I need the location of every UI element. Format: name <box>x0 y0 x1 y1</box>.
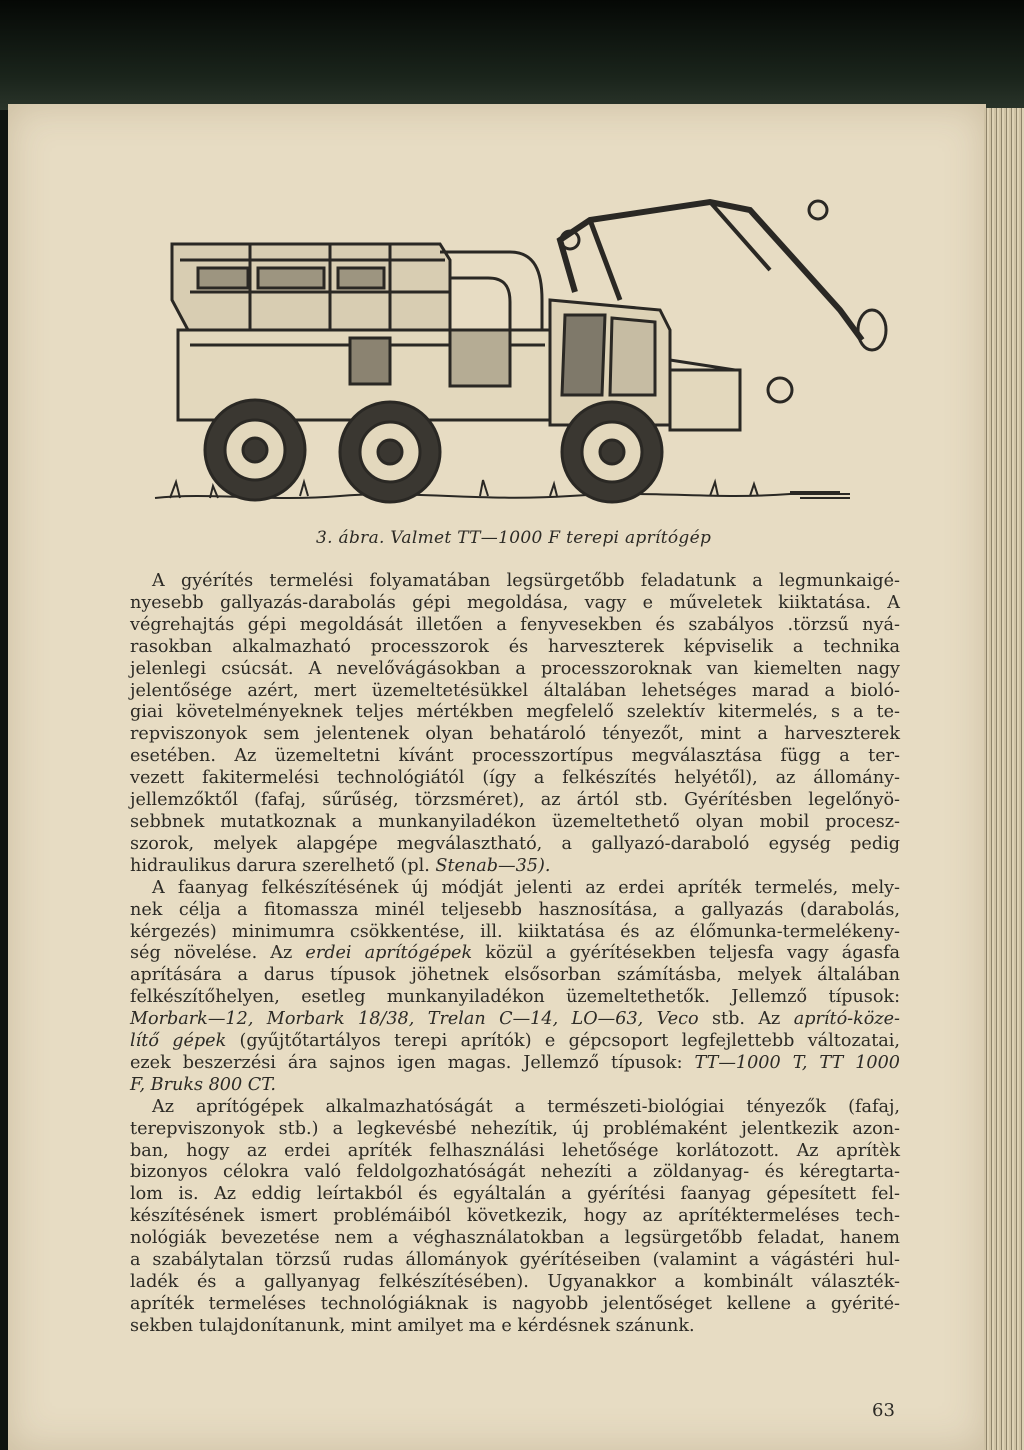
text-run: közül a gyérítésekben teljesfa vagy ágasfa <box>472 943 900 964</box>
text-line <box>130 571 900 593</box>
text-run: apríték termeléses technológiáknak is nagyobb jelentőséget kellene a gyérité- <box>130 1293 900 1314</box>
text-run: kérgezés) minimumra csökkentése, ill. kiiktatása és az élőmunka-termelékeny- <box>130 921 900 942</box>
text-run: repviszonyok sem jelentenek olyan behatároló tényezőt, mint a harveszterek <box>130 724 900 745</box>
text-run: nológiák bevezetése nem a véghasználatokban a legsürgetőbb feladat, hanem <box>130 1228 900 1249</box>
italic-text: erdei aprítógépek <box>305 943 473 964</box>
text-run: hidraulikus darura szerelhető (pl. <box>130 855 436 876</box>
italic-text: Morbark—12, Morbark 18/38, Trelan C—14, LO—63, Veco <box>130 1009 699 1030</box>
text-line <box>130 1031 900 1053</box>
wheel-front <box>562 402 662 502</box>
text-run: jellemzőktől (fafaj, sűrűség, törzsméret), az ártól stb. Gyérítésben legelőnyö- <box>130 790 900 811</box>
text-line <box>130 1272 900 1294</box>
text-line <box>130 724 900 746</box>
text-line <box>130 1294 900 1316</box>
text-run: nek célja a fitomassza minél teljesebb hasznosítása, a gallyazás (darabolás, <box>130 899 900 920</box>
text-line <box>130 702 900 724</box>
article-body <box>130 571 900 1338</box>
text-line <box>130 1053 900 1075</box>
text-run: bizonyos célokra való feldolgozhatóságát nehezíti a zöldanyag- és kéregtarta- <box>130 1162 900 1183</box>
text-line <box>130 943 900 965</box>
text-line <box>130 812 900 834</box>
text-line <box>130 593 900 615</box>
text-run: sekben tulajdonítanunk, mint amilyet ma e kérdésnek szánunk. <box>130 1315 695 1336</box>
text-run: ban, hogy az erdei apríték felhasználási lehetősége korlátozott. Az aprítèk <box>130 1140 900 1161</box>
text-line <box>130 922 900 944</box>
text-line <box>130 1184 900 1206</box>
text-line <box>130 1228 900 1250</box>
italic-text: F, Bruks 800 CT. <box>130 1074 276 1095</box>
wheel-rear-1 <box>205 400 305 500</box>
text-run: aprítására a darus típusok jöhetnek elsősorban számításba, melyek általában <box>130 965 900 986</box>
text-run: ség növelése. Az <box>130 943 306 964</box>
text-line <box>130 1250 900 1272</box>
text-run: stb. Az <box>698 1009 794 1030</box>
text-line <box>130 878 900 900</box>
text-line <box>130 1075 900 1097</box>
text-line <box>130 987 900 1009</box>
text-run: A gyérítés termelési folyamatában legsürgetőbb feladatunk a legmunkaigé- <box>152 571 900 591</box>
forest-chipper-vehicle-illustration <box>150 180 910 520</box>
text-run: ezek beszerzési ára sajnos igen magas. Jellemző típusok: <box>130 1052 695 1073</box>
text-line <box>130 1206 900 1228</box>
text-line <box>130 659 900 681</box>
text-line <box>130 1119 900 1141</box>
text-run: készítésének ismert problémáiból következik, hogy az aprítéktermeléses tech- <box>130 1206 900 1227</box>
text-run: ladék és a gallyanyag felkészítésében). Ugyanakkor a kombinált választék- <box>130 1272 900 1292</box>
text-run: Az aprítógépek alkalmazhatóságát a természeti-biológiai tényezők (fafaj, <box>152 1096 900 1117</box>
text-run: jelentősége azért, mert üzemeltetésükkel általában lehetséges marad a bioló- <box>130 680 900 701</box>
text-line <box>130 1009 900 1031</box>
wheel-rear-2 <box>340 402 440 502</box>
italic-text: aprító-köze- <box>793 1009 900 1030</box>
text-run: giai követelményeknek teljes mértékben megfelelő szelektív kitermelés, s a te- <box>130 702 900 723</box>
text-run: esetében. Az üzemeltetni kívánt processzortípus megválasztása függ a ter- <box>130 746 900 767</box>
text-line <box>130 900 900 922</box>
italic-text: TT—1000 T, TT 1000 <box>694 1052 900 1073</box>
text-line <box>130 1097 900 1119</box>
figure-caption: 3. ábra. Valmet TT—1000 F terepi aprítógép <box>316 528 712 548</box>
text-run: (gyűjtőtartályos terepi aprítók) e gépcsoport legfejlettebb változatai, <box>226 1031 900 1052</box>
text-run: vezett fakitermelési technológiától (így a felkészítés helyétől), az állomány- <box>130 768 900 789</box>
text-line <box>130 1316 900 1338</box>
text-run: nyesebb gallyazás-darabolás gépi megoldása, vagy e műveletek kiiktatása. A <box>130 592 900 613</box>
text-run: lom is. Az eddig leírtakból és egyáltalán a gyérítési faanyag gépesített fel- <box>130 1184 900 1205</box>
text-line <box>130 768 900 790</box>
italic-text: lítő gépek <box>130 1031 227 1052</box>
text-line <box>130 615 900 637</box>
text-line <box>130 637 900 659</box>
scan-background-shadow <box>0 0 1024 110</box>
text-line <box>130 790 900 812</box>
page-number: 63 <box>872 1400 895 1421</box>
text-run: terepviszonyok stb.) a legkevésbé nehezítik, új problémaként jelentkezik azon- <box>130 1118 900 1139</box>
text-run: a szabálytalan törzsű rudas állományok gyérítéseiben (valamint a vágástéri hul- <box>130 1250 900 1271</box>
text-run: A faanyag felkészítésének új módját jelenti az erdei apríték termelés, mely- <box>152 877 900 898</box>
text-line <box>130 834 900 856</box>
italic-text: Stenab—35). <box>435 855 551 876</box>
text-run: végrehajtás gépi megoldását illetően a fenyvesekben és szabályos .törzsű nyá- <box>130 614 900 635</box>
text-run: felkészítőhelyen, esetleg munkanyiladékon üzemeltethetők. Jellemző típusok: <box>130 987 900 1008</box>
text-run: szorok, melyek alapgépe megválasztható, a gallyazó-daraboló egység pedig <box>130 833 900 854</box>
text-line <box>130 965 900 987</box>
text-line <box>130 1141 900 1163</box>
text-line <box>130 1162 900 1184</box>
text-line <box>130 856 900 878</box>
book-page-edges <box>984 108 1024 1450</box>
text-line <box>130 746 900 768</box>
text-run: sebbnek mutatkoznak a munkanyiladékon üzemeltethető olyan mobil procesz- <box>130 811 900 832</box>
text-run: rasokban alkalmazható processzorok és harveszterek képviselik a technika <box>130 636 900 657</box>
text-line <box>130 681 900 703</box>
text-run: jelenlegi csúcsát. A nevelővágásokban a processzoroknak van kiemelten nagy <box>130 658 900 679</box>
